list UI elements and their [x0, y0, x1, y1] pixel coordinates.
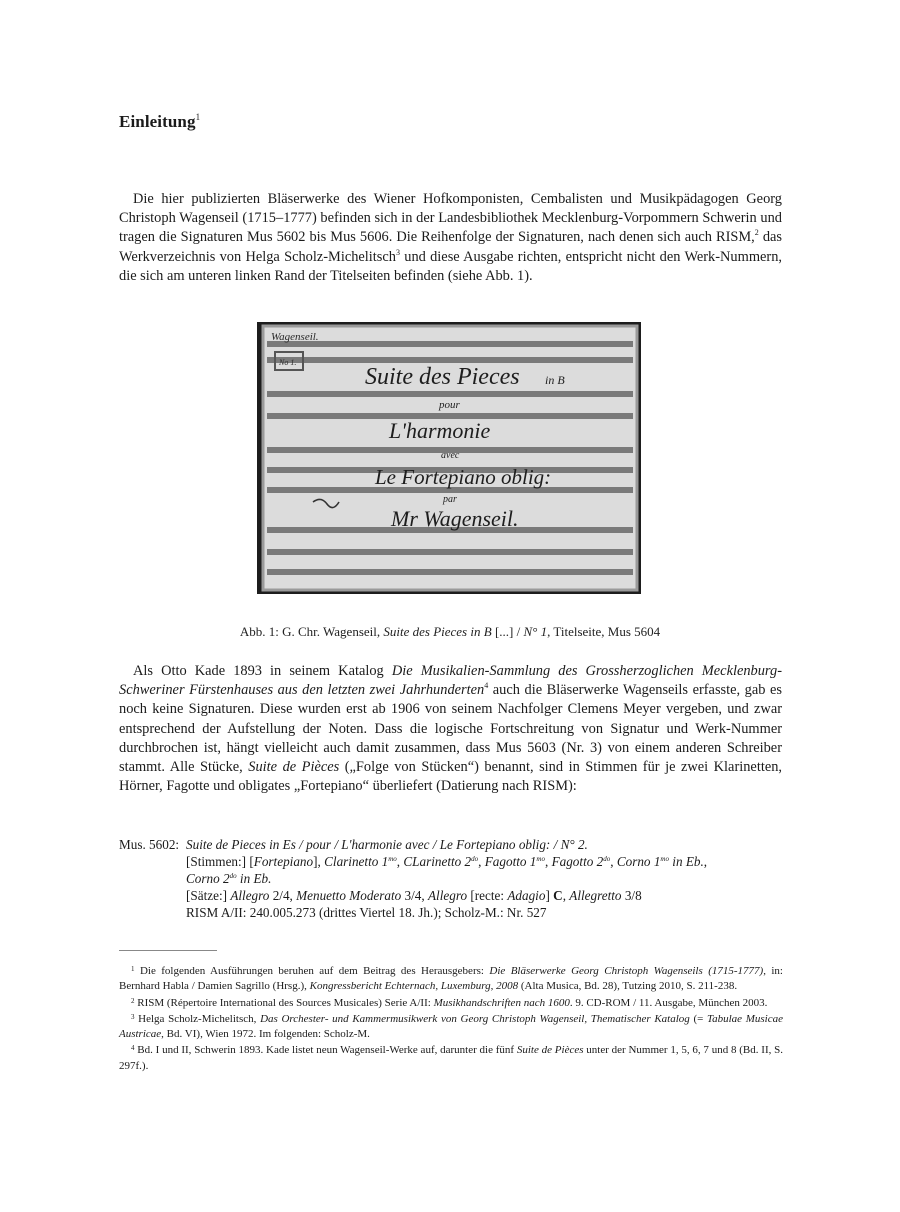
- work-parts-line-2: [186, 870, 786, 887]
- footnote-ref-4[interactable]: 4: [484, 681, 489, 691]
- footnote-number: 3: [131, 1012, 135, 1021]
- part-clarinet-2-label: CLarinetto 2: [403, 854, 472, 869]
- parts-sep-2: ,: [396, 854, 404, 869]
- footnote-italic: Die Bläserwerke Georg Christoph Wagenseils (1715-1777): [489, 965, 764, 977]
- footnote-text: (Alta Musica, Bd. 28), Tutzing 2010, S. 211-238.: [518, 980, 738, 993]
- caption-num: N° 1: [523, 624, 548, 639]
- parts-sep-1: ],: [313, 854, 325, 869]
- manuscript-number: No 1.: [279, 358, 297, 367]
- movement-4-meter: 3/8: [621, 888, 642, 903]
- ordinal-do-3: do: [229, 872, 237, 880]
- part-horn-1-label: Corno 1: [616, 854, 661, 869]
- part-bassoon-2-label: Fagotto 2: [551, 854, 604, 869]
- manuscript-corner-name: Wagenseil.: [271, 331, 319, 343]
- body-paragraph: [119, 662, 782, 796]
- part-horn-2: [186, 871, 271, 886]
- footnote-text: RISM (Répertoire International des Sources Musicales) Serie A/II:: [137, 996, 434, 1009]
- parts-prefix: [Stimmen:] [: [186, 854, 254, 869]
- manuscript-title: Suite des Pieces: [365, 364, 520, 390]
- intro-text-3: und diese Ausgabe richten, entspricht nicht den Werk-Nummern, die sich am unteren linken Rand der Titelseiten befinden (siehe Abb. 1).: [119, 248, 782, 284]
- intro-text-2: das Werkverzeichnis von Helga Scholz-Michelitsch: [119, 229, 783, 265]
- movement-4: Allegretto: [569, 888, 622, 903]
- work-rism-line: RISM A/II: 240.005.273 (drittes Viertel 18. Jh.); Scholz-M.: Nr. 527: [186, 905, 547, 920]
- caption-title: Suite des Pieces in B: [383, 624, 492, 639]
- movement-1-meter: 2/4,: [269, 888, 297, 903]
- footnote-divider: [119, 950, 217, 951]
- manuscript-figure: [257, 322, 641, 594]
- movement-3: Allegro: [428, 888, 468, 903]
- suite-term: Suite de Pièces: [248, 759, 340, 776]
- parts-sep-6: ,: [703, 854, 708, 869]
- movement-sep: ,: [562, 888, 570, 903]
- parts-sep-4: ,: [544, 854, 552, 869]
- manuscript-key: in B: [545, 373, 565, 387]
- work-signature: Mus. 5602:: [119, 837, 180, 852]
- manuscript-avec: avec: [441, 450, 460, 461]
- intro-text-1: Die hier publizierten Bläserwerke des Wiener Hofkomponisten, Cembalisten und Musikpädagogen Georg Christoph Wagenseil (1715–1777) befinden sich in der Landesbibliothek Mecklenburg-Vorpommern Schwerin und tragen die Signaturen Mus 5602 bis Mus 5606. Die Reihenfolge der Signaturen, nach denen sich auch RISM,: [119, 191, 782, 246]
- movement-3-recte: Adagio: [507, 888, 546, 903]
- footnote-italic: Suite de Pièces: [516, 1044, 584, 1057]
- part-horn-2-key: in Eb.: [236, 871, 272, 886]
- heading-text: Einleitung: [119, 112, 196, 131]
- common-time-symbol: C: [553, 888, 563, 903]
- work-movements-line: [186, 887, 786, 904]
- part-horn-1-key: in Eb.: [668, 854, 704, 869]
- footnote-italic: Tabulae Musicae Austricae: [119, 1012, 783, 1041]
- part-clarinet-1-label: Clarinetto 1: [324, 854, 389, 869]
- movement-3-note-open: [recte:: [467, 888, 508, 903]
- footnote-text: Bd. I und II, Schwerin 1893. Kade listet neun Wagenseil-Werke auf, darunter die fünf: [137, 1044, 517, 1057]
- footnote-text: . 9. CD-ROM / 11. Ausgabe, München 2003.: [569, 996, 768, 1009]
- work-parts-line: [186, 853, 786, 870]
- footnote-ref-3[interactable]: 3: [395, 247, 400, 257]
- parts-sep-5: ,: [610, 854, 617, 869]
- page-title: [119, 112, 200, 132]
- footnote-text: , Bd. VI), Wien 1972. Im folgenden: Scholz-M.: [161, 1028, 370, 1041]
- footnotes: [119, 964, 783, 1075]
- part-fortepiano: Fortepiano: [253, 854, 314, 869]
- movement-2: Menuetto Moderato: [296, 888, 402, 903]
- body-text-3: („Folge von Stücken“) benannt, sind in Stimmen für je zwei Klarinetten, Hörner, Fagotte und obligates „Fortepiano“ überliefert (Datierung nach RISM):: [119, 759, 782, 795]
- footnote-ref-1[interactable]: 1: [195, 112, 201, 122]
- caption-suffix: , Titelseite, Mus 5604: [547, 624, 661, 639]
- footnote-number: 4: [131, 1044, 135, 1053]
- manuscript-par: par: [443, 494, 457, 505]
- part-horn-2-label: Corno 2: [186, 871, 230, 886]
- intro-paragraph: [119, 190, 782, 286]
- footnote-number: 1: [131, 965, 135, 973]
- footnote-italic: Musikhandschriften nach 1600: [433, 996, 570, 1009]
- manuscript-pour: pour: [439, 399, 460, 411]
- footnote-italic: Das Orchester- und Kammermusikwerk von Georg Christoph Wagenseil, Thematischer Katalog: [260, 1012, 690, 1025]
- ordinal-do-1: do: [471, 855, 479, 863]
- figure-caption: [0, 624, 900, 640]
- footnote: [119, 1043, 783, 1074]
- footnote-number: 2: [131, 996, 135, 1005]
- catalog-title: Die Musikalien-Sammlung des Grossherzoglichen Mecklenburg-Schweriner Fürstenhauses aus den letzten zwei Jahrhunderten: [119, 663, 782, 699]
- footnote: [119, 964, 783, 995]
- footnote-text: Die folgenden Ausführungen beruhen auf dem Beitrag des Herausgebers:: [139, 965, 490, 977]
- movement-2-meter: 3/4,: [401, 888, 428, 903]
- manuscript-composer: Mr Wagenseil.: [391, 506, 519, 531]
- footnote-text: , in: Bernhard Habla / Damien Sagrillo (Hrsg.),: [119, 965, 783, 993]
- footnote: [119, 1012, 783, 1043]
- footnote-text: unter der Nummer 1, 5, 6, 7 und 8 (Bd. II, S. 297f.).: [119, 1044, 783, 1072]
- part-horn-1: [617, 854, 704, 869]
- manuscript-image: [257, 322, 641, 594]
- work-title: Suite de Pieces in Es / pour / L'harmonie avec / Le Fortepiano oblig: / N° 2.: [186, 837, 588, 852]
- footnote: [119, 996, 783, 1011]
- manuscript-harmonie: L'harmonie: [389, 418, 491, 443]
- parts-sep-3: ,: [478, 854, 485, 869]
- ordinal-mo-1: mo: [388, 855, 397, 863]
- part-bassoon-1-label: Fagotto 1: [484, 854, 537, 869]
- ordinal-mo-2: mo: [536, 855, 545, 863]
- part-bassoon-1: [485, 854, 545, 869]
- part-bassoon-2: [552, 854, 611, 869]
- part-clarinet-1: [324, 854, 397, 869]
- footnote-text: Helga Scholz-Michelitsch,: [138, 1012, 261, 1025]
- ordinal-mo-3: mo: [660, 855, 669, 863]
- movements-prefix: [Sätze:]: [186, 888, 231, 903]
- movement-1: Allegro: [230, 888, 270, 903]
- work-title-line: [186, 836, 786, 853]
- footnote-ref-2[interactable]: 2: [754, 228, 759, 238]
- ordinal-do-2: do: [603, 855, 611, 863]
- footnote-text: (=: [689, 1012, 708, 1025]
- part-clarinet-2: [403, 854, 478, 869]
- caption-prefix: Abb. 1: G. Chr. Wagenseil,: [239, 624, 384, 639]
- movement-3-note-close: ]: [545, 888, 554, 903]
- footnote-italic: Kongressbericht Echternach, Luxemburg, 2008: [309, 980, 519, 993]
- body-text-1: Als Otto Kade 1893 in seinem Katalog: [133, 663, 392, 679]
- caption-mid: [...] /: [491, 624, 524, 639]
- manuscript-fortepiano: Le Fortepiano oblig:: [375, 465, 552, 489]
- body-text-2: auch die Bläserwerke Wagenseils erfasste, gab es noch keine Signaturen. Diese wurden erst ab 1906 von seinem Nachfolger Clemens Meyer vergeben, und zwar entsprechend der Aufstellung der Noten. Dass die logische Fortschreitung von Signatur und Werk-Nummer durchbrochen ist, hängt vielleicht auch damit zusammen, dass Mus 5603 (Nr. 3) von einem anderen Schreiber stammt. Alle Stücke,: [119, 682, 782, 776]
